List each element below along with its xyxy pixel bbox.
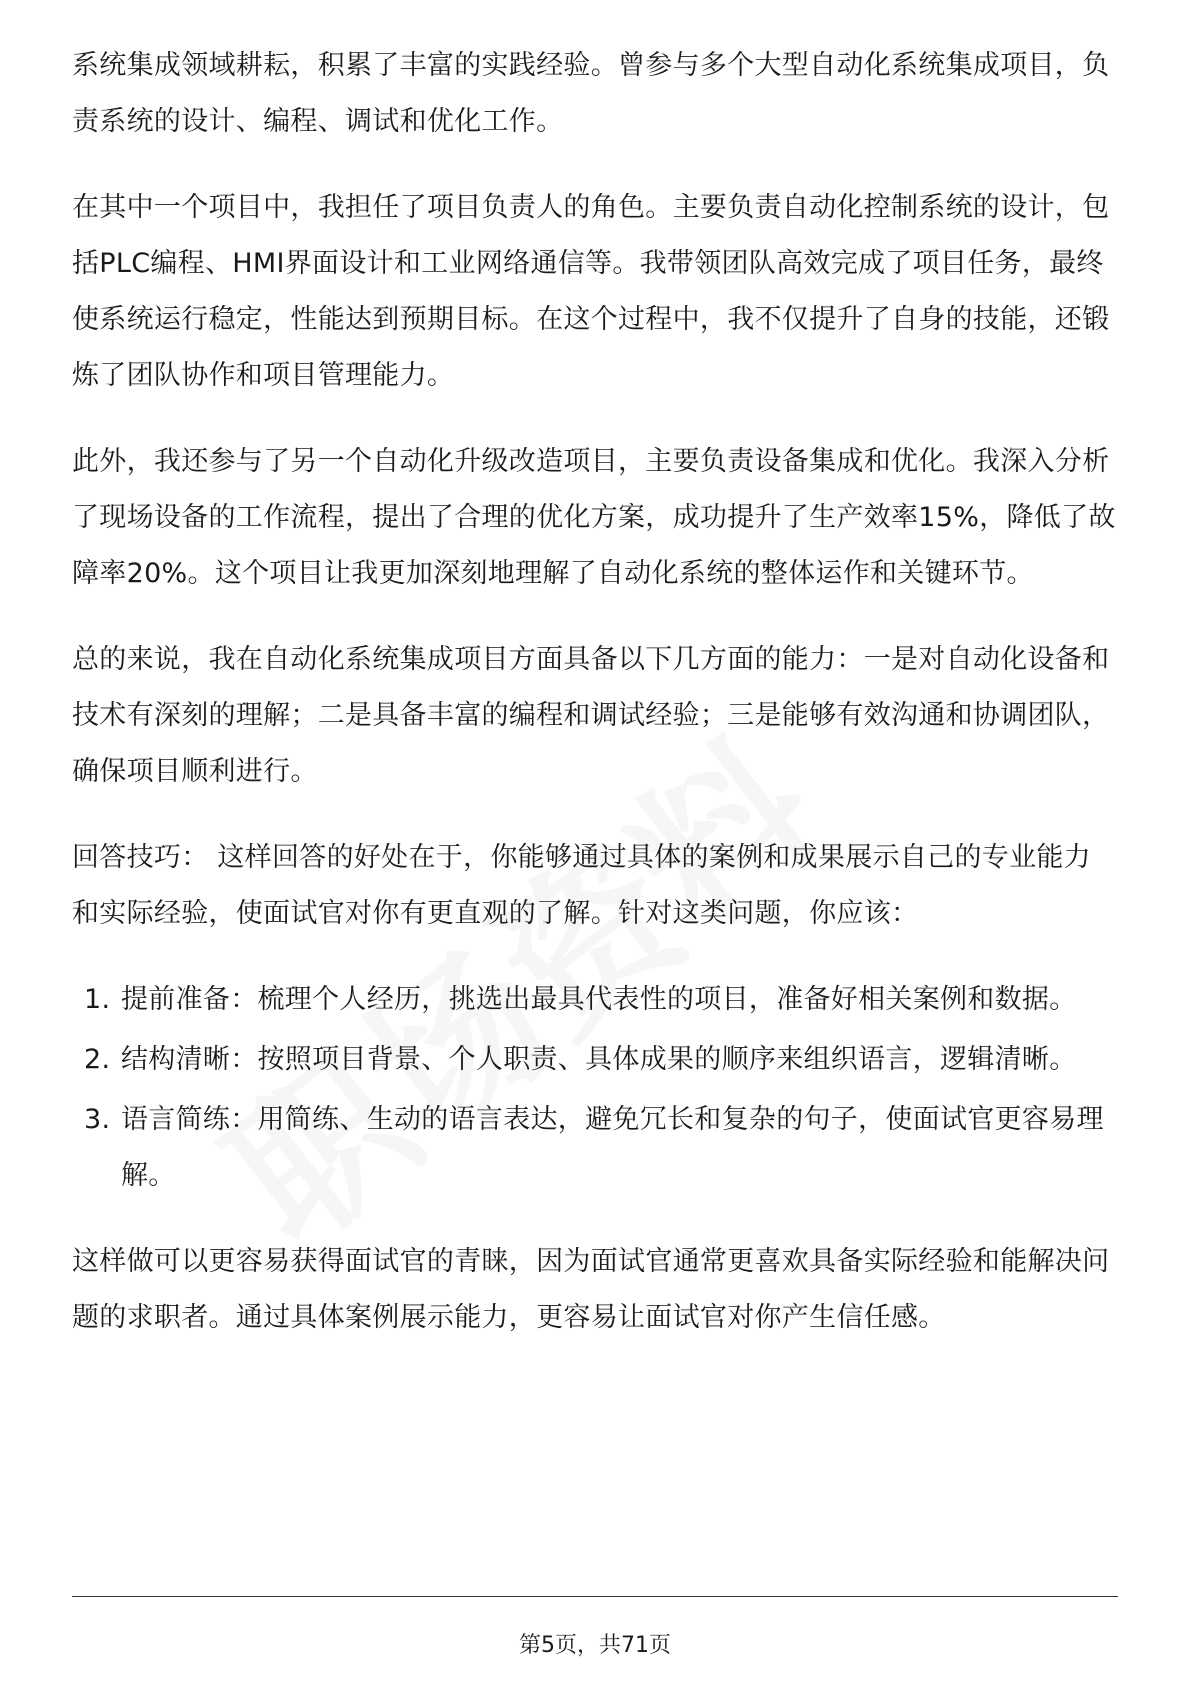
list-item-text: 结构清晰：按照项目背景、个人职责、具体成果的顺序来组织语言，逻辑清晰。 <box>121 1044 1077 1075</box>
list-item <box>72 1092 1118 1204</box>
paragraph-answer-tips: 回答技巧： 这样回答的好处在于，你能够通过具体的案例和成果展示自己的专业能力和实际经验，使面试官对你有更直观的了解。针对这类问题，你应该： <box>72 842 1091 929</box>
list-number: 2. <box>84 1044 111 1075</box>
page-number: 第5页，共71页 <box>519 1633 671 1658</box>
list-item-text: 语言简练：用简练、生动的语言表达，避免冗长和复杂的句子，使面试官更容易理解。 <box>121 1104 1104 1191</box>
paragraph-summary: 总的来说，我在自动化系统集成项目方面具备以下几方面的能力：一是对自动化设备和技术有深刻的理解；二是具备丰富的编程和调试经验；三是能够有效沟通和协调团队，确保项目顺利进行。 <box>72 644 1110 787</box>
list-number: 3. <box>84 1104 111 1135</box>
list-number: 1. <box>84 984 111 1015</box>
paragraph-experience-intro: 系统集成领域耕耘，积累了丰富的实践经验。曾参与多个大型自动化系统集成项目，负责系统的设计、编程、调试和优化工作。 <box>72 50 1110 137</box>
footer-divider <box>72 1596 1118 1597</box>
tips-list <box>72 972 1118 1204</box>
list-item <box>72 1032 1118 1088</box>
paragraph-project-lead: 在其中一个项目中，我担任了项目负责人的角色。主要负责自动化控制系统的设计，包括PLC编程、HMI界面设计和工业网络通信等。我带领团队高效完成了项目任务，最终使系统运行稳定，性能达到预期目标。在这个过程中，我不仅提升了自身的技能，还锻炼了团队协作和项目管理能力。 <box>72 192 1110 391</box>
paragraph-upgrade-project: 此外，我还参与了另一个自动化升级改造项目，主要负责设备集成和优化。我深入分析了现场设备的工作流程，提出了合理的优化方案，成功提升了生产效率15%，降低了故障率20%。这个项目让我更加深刻地理解了自动化系统的整体运作和关键环节。 <box>72 446 1116 589</box>
list-item <box>72 972 1118 1028</box>
document-body <box>72 38 1118 1376</box>
paragraph-closing: 这样做可以更容易获得面试官的青睐，因为面试官通常更喜欢具备实际经验和能解决问题的求职者。通过具体案例展示能力，更容易让面试官对你产生信任感。 <box>72 1246 1110 1333</box>
list-item-text: 提前准备：梳理个人经历，挑选出最具代表性的项目，准备好相关案例和数据。 <box>121 984 1077 1015</box>
